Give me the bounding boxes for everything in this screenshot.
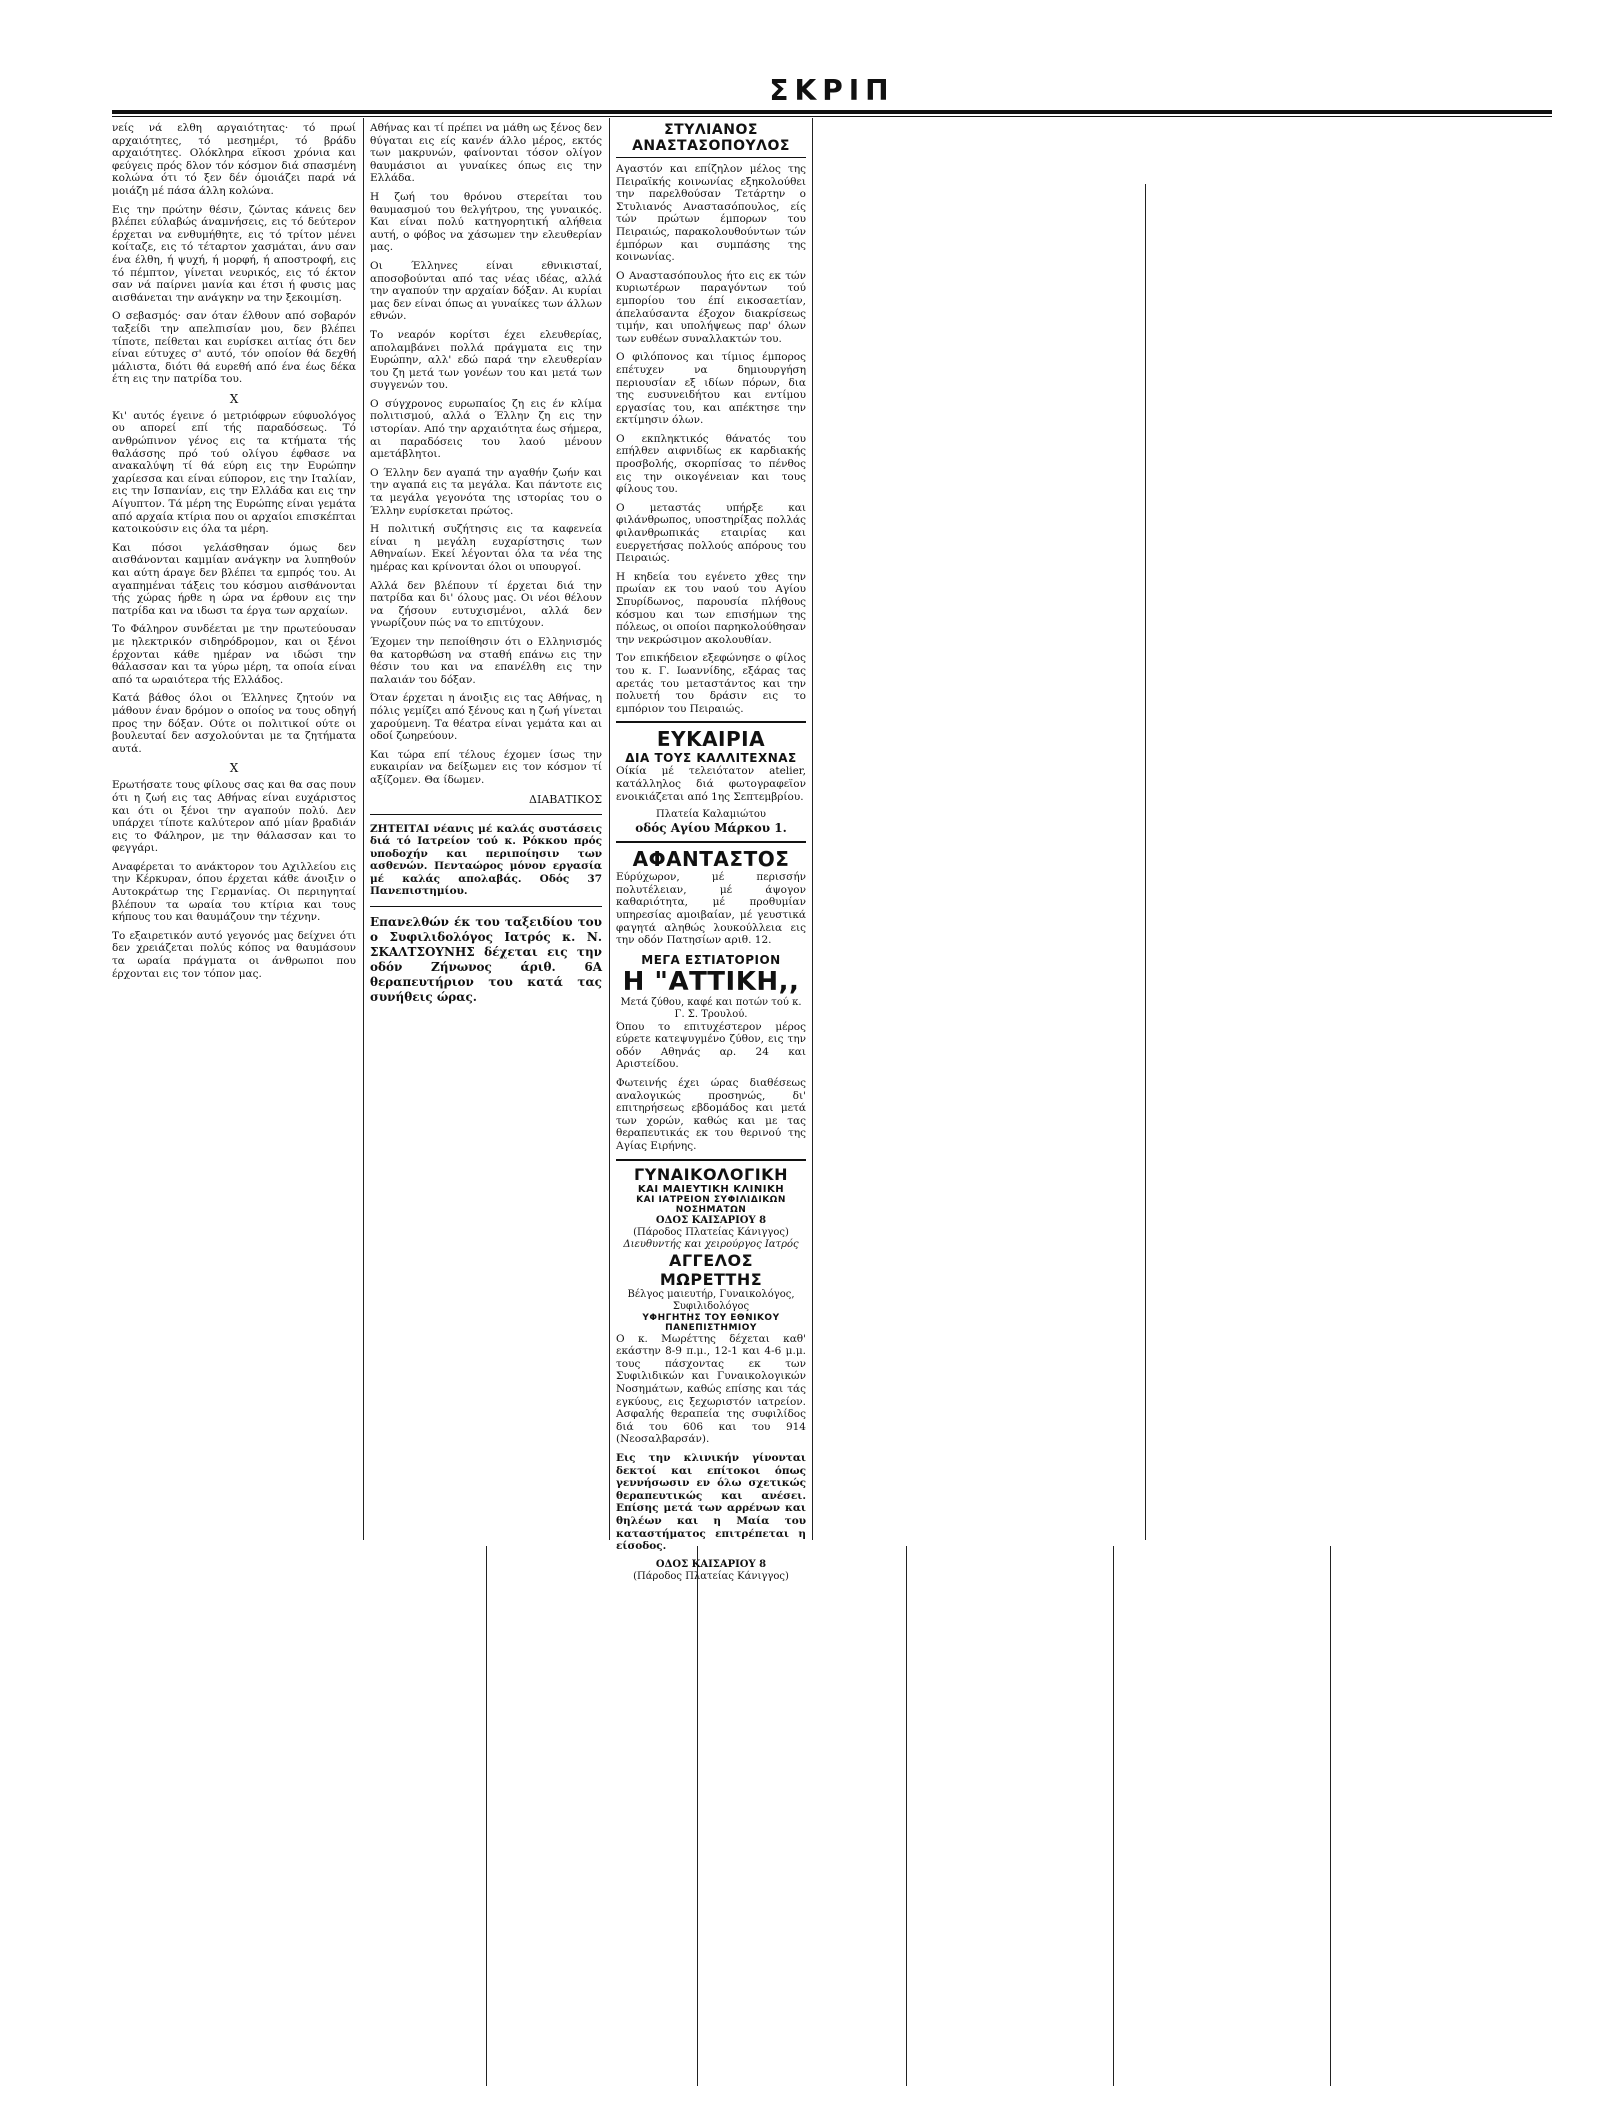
masthead-rule-thin	[112, 116, 1552, 117]
ad-subheading: ΔΙΑ ΤΟΥΣ ΚΑΛΛΙΤΕΧΝΑΣ	[625, 751, 797, 766]
ad-text: Διευθυντής και χειρούργος Ιατρός	[623, 1238, 799, 1250]
column-divider	[1330, 1546, 1331, 2086]
paragraph: Η πολιτική συζήτησις εις τα καφενεία είναι η μεγάλη ευχαρίστησις των Αθηναίων. Εκεί λέγονται όλα τα νέα της ημέρας και κρίνονται όλοι οι υπουργοί.	[370, 523, 602, 573]
paragraph: Αθήνας και τί πρέπει να μάθη ως ξένος δεν θύγαται εις είς κανέν άλλο μέρος, εκτός των μακρυνών, φαίνονται τόσον ολίγον θαυμάσιοι αι γυναίκες όπως εις την Ελλάδα.	[370, 122, 602, 185]
column-divider	[1113, 1546, 1114, 2086]
ad-text: Όπου το επιτυχέστερον μέρος εύρετε κατεψυγμένο ζύθον, εις την οδόν Αθηνάς αρ. 24 και Αριστείδου.	[616, 1020, 806, 1071]
ad-address: Πλατεία Καλαμιώτου	[656, 809, 766, 821]
masthead-rule	[112, 110, 1552, 114]
ad-heading: ΕΥΚΑΙΡΙΑ	[656, 727, 766, 752]
author-signature: ΔΙΑΒΑΤΙΚΟΣ	[529, 792, 602, 806]
ad-text: Εις την κλινικήν γίνονται δεκτοί και επίτοκοι όπως γεννήσωσιν εν όλω σχετικώς θεραπευτικώς και ανέσει. Επίσης μετά των αρρένων και θηλέων και η Μαία του καταστήματος επιτρέπεται η είσοδος.	[616, 1451, 806, 1553]
column-1	[112, 122, 356, 1538]
column-divider	[363, 118, 364, 1540]
column-2	[370, 122, 602, 1538]
ad-heading: ΓΥΝΑΙΚΟΛΟΓΙΚΗ	[634, 1164, 788, 1184]
paragraph: Το νεαρόν κορίτσι έχει ελευθερίας, απολαμβάνει πολλά πράγματα εις την Ευρώπην, αλλ' εδώ παρά την ελευθερίαν του ζη μετά των γονέων του και μετά των συγγενών του.	[370, 328, 602, 392]
classified-ad: ΖΗΤΕΙΤΑΙ νέανις μέ καλάς συστάσεις διά τό Ιατρείον τού κ. Ρόκκου πρός υποδοχήν και περιποίησιν των ασθενών. Πενταώρος μόνον εργασία μέ καλάς απολαβάς. Οδός 37 Πανεπιστημίου.	[370, 822, 602, 898]
paragraph: Αναφέρεται το ανάκτορον του Αχιλλείου εις την Κέρκυραν, όπου έρχεται κάθε άνοιξιν ο Αυτοκράτωρ της Γερμανίας. Οι περιηγηταί βλέπουν τα ωραία του κτίρια και τους κήπους του και θαυμάζουν την τέχνην.	[112, 860, 356, 924]
paragraph: Κι' αυτός έγεινε ό μετριόφρων εύφυολόγος ου απορεί επί τής παραδόσεως. Τό ανθρώπινον γένος εις τα κτήματα τής θαλάσσης πρό τού ολίγου έφθασε να ανακαλύψη τί θά εύρη εις την Ευρώπην χαρίεσσα και είναι εύπορον, εις την Ιταλίαν, εις την Ισπανίαν, εις την Ελλάδα και εις την Αίγυπτον. Τά μέρη της Ευρώπης είναι γεμάτα από αρχαία κτίρια που οι αρχαίοι επισκέπται κατοικούσιν εις όλα τα μέρη.	[112, 409, 356, 536]
paragraph: Ο μεταστάς υπήρξε και φιλάνθρωπος, υποστηρίξας πολλάς φιλανθρωπικάς εταιρίας και ευεργετήσας πολλούς απόρους του Πειραιώς.	[616, 501, 806, 565]
paragraph: Η ζωή του θρόνου στερείται του θαυμασμού του θελγήτρου, της γυναικός. Και είναι πολύ κατηγορητική αλήθεια αυτή, ο φόβος να χάσωμεν την ελευθερίαν μας.	[370, 190, 602, 254]
ad-text: Μετά ζύθου, καφέ και ποτών τού κ. Γ. Σ. Τρουλού.	[620, 996, 802, 1020]
ad-subheading: ΚΑΙ ΜΑΙΕΥΤΙΚΗ ΚΛΙΝΙΚΗ	[637, 1183, 785, 1195]
paragraph: νείς νά ελθη αργαιότητας· τό πρωί αρχαιότητες, τό μεσημέρι, τό βράδυ αρχαιότητες. Ολόκληρα εϊκοσι χρόνια και φεύγεις πρός δλον τόν κόσμον διά σπασμένη κολώνα ότι τό ξεν δέν όμοιάζει παρά νά μοιάζη μέ πάσα άλλη κολώνα.	[112, 122, 356, 197]
paragraph: Και τώρα επί τέλους έχομεν ίσως την ευκαιρίαν να δείξωμεν εις τον κόσμον τί αξίζομεν. Θα ίδωμεν.	[370, 748, 602, 786]
spacer	[616, 122, 617, 123]
ad-address: (Πάροδος Πλατείας Κάνιγγος)	[633, 1226, 789, 1238]
column-3	[616, 122, 806, 1582]
paragraph: Κατά βάθος όλοι οι Έλληνες ζητούν να μάθουν έναν δρόμον ο οποίος να τους οδηγή προς την δόξαν. Ούτε οι πολιτικοί ούτε οι βουλευταί δεν ασχολούνται με τα ζητήματα αυτά.	[112, 692, 356, 755]
ad-address: (Πάροδος Πλατείας Κάνιγγος)	[633, 1570, 789, 1582]
paragraph: Ο Αναστασόπουλος ήτο εις εκ τών κυριωτέρων παραγόντων τού εμπορίου του έπί εικοσαετίαν, άπελαύσαντα έξοχον διακρίσεως τιμήν, και υπολήψεως παρ' όλων των ευθέων συναλλακτών του.	[616, 269, 806, 345]
paragraph: Τον επικήδειον εξεφώνησε ο φίλος του κ. Γ. Ιωαννίδης, εξάρας τας αρετάς του μεταστάντος και την πολυετή του δράσιν εις το εμπόριον του Πειραιώς.	[616, 652, 806, 715]
paragraph: Και πόσοι γελάσθησαν όμως δεν αισθάνονται καμμίαν ανάγκην να λυπηθούν και αύτη άραγε δεν βλέπει τα εμπρός του. Αι αγαπημέναι τάξεις του κόσμου αισθάνονται τής χώρας ήρθε η ώρα να έρθουν εις την πατρίδα και να ιδωσι τα έργα των αρχαίων.	[112, 541, 356, 617]
ad-address: ΟΔΟΣ ΚΑΙΣΑΡΙΟΥ 8	[655, 1214, 767, 1226]
column-divider	[812, 118, 813, 1540]
column-divider	[697, 1546, 698, 2086]
classified-ad: Επανελθών έκ του ταξειδίου του ο Συφιλιδολόγος Ιατρός κ. Ν. ΣΚΑΛΤΣΟΥΝΗΣ δέχεται εις την οδόν Ζήνωνος άριθ. 6Α θεραπευτήριον του κατά τας συνήθεις ώρας.	[370, 915, 602, 1005]
spacer	[617, 122, 618, 123]
masthead	[112, 74, 1552, 108]
paragraph: Το Φάληρον συνδέεται με την πρωτεύουσαν με ηλεκτρικόν σιδηρόδρομον, και οι ξένοι έρχονται κάθε ημέραν να ιδώσι την θάλασσαν και τα γύρω μέρη, τα οποία είναι από τα ωραιότερα τής Ελλάδος.	[112, 623, 356, 686]
paragraph: Όταν έρχεται η άνοιξις εις τας Αθήνας, η πόλις γεμίζει από ξένους και η ζωή γίνεται χαρούμενη. Τα θέατρα είναι γεμάτα και αι οδοί ζωηρεύουν.	[370, 692, 602, 743]
paragraph: Ο Έλλην δεν αγαπά την αγαθήν ζωήν και την αγαπά εις τα μεγάλα. Και πάντοτε εις τα μεγάλα γεγονότα της ιστορίας του ο Έλλην ευρίσκεται πρώτος.	[370, 466, 602, 517]
doctor-name: ΑΓΓΕΛΟΣ ΜΩΡΕΤΤΗΣ	[659, 1250, 763, 1289]
paragraph: Ο φιλόπονος και τίμιος έμπορος επέτυχεν να δημιουργήση περιουσίαν εξ ιδίων πόρων, δια της ευσυνειδήτου και εντίμου εργασίας του, και απέκτησε την εκτίμησιν όλων.	[616, 351, 806, 427]
paragraph: Ο εκπληκτικός θάνατός του επήλθεν αιφνιδίως εκ καρδιακής προσβολής, σκορπίσας το πένθος εις την οικογένειαν και τους φίλους του.	[616, 432, 806, 496]
ad-heading: ΑΦΑΝΤΑΣΤΟΣ	[632, 847, 790, 872]
ad-address: οδός Αγίου Μάρκου 1.	[635, 821, 787, 836]
section-separator: X	[229, 761, 239, 776]
ad-text: Φωτεινής έχει ώρας διαθέσεως αναλογικώς προσηνώς, δι' επιτηρήσεως εβδομάδος και μετά των χορών, καθώς και με τας θεραπευτικάς εκ του θερινού της Αγίας Ειρήνης.	[616, 1077, 806, 1153]
paragraph: Ερωτήσατε τους φίλους σας και θα σας πουν ότι η ζωή εις τας Αθήνας είναι ευχάριστος και ότι οι ξένοι την αγαπούν πολύ. Δεν υπάρχει τίποτε καλύτερον από μίαν βραδιάν εις το Φάληρον, με την θάλασσαν και το φεγγάρι.	[112, 779, 356, 855]
paragraph: Εις την πρώτην θέσιν, ζώντας κάνεις δεν βλέπει εύλαβώς άναμνήσεις, εις τό δεύτερον έρχεται να ενθυμήθητε, εις τό τρίτον μένει κοίταζε, εις τό τέταρτον χασμάται, άνυ σαν ένα έλθη, ή ψυχή, ή μορφή, ή αποστροφή, εις τό πέμπτον, γίνεται νευρικός, εις τό έκτον σαν νά παίρνει μανία και έτσι ή φυσις μας αισθάνεται την ανάγκην να την ξεκοιμίση.	[112, 203, 356, 304]
paragraph: Το εξαιρετικόν αυτό γεγονός μας δείχνει ότι δεν χρειάζεται πολύς κόπος να θαυμάσουν τα ωραία πράγματα οι άνθρωποι που έρχονται εις τον τόπον μας.	[112, 929, 356, 980]
column-divider	[906, 1546, 907, 2086]
paragraph: Αγαστόν και επίζηλον μέλος της Πειραϊκής κοινωνίας εξηκολούθει την παρελθούσαν Τετάρτην ο Στυλιανός Αναστασόπουλος, είς τών πρώτων έμπορων του Πειραιώς, παρακολουθούντων τών έμπόρων και συμπάσης της κοινωνίας.	[616, 163, 806, 264]
column-divider	[609, 118, 610, 1540]
ad-text: Εύρύχωρον, μέ περισσήν πολυτέλειαν, μέ άψογον καθαριότητα, μέ προθυμίαν υπηρεσίας αμοιβαίαν, μέ γευστικά φαγητά αληθώς λουκούλλεια εις την οδόν Πατησίων αριθ. 12.	[616, 871, 806, 947]
ad-address: ΟΔΟΣ ΚΑΙΣΑΡΙΟΥ 8	[655, 1558, 767, 1570]
paragraph: Έχομεν την πεποίθησιν ότι ο Ελληνισμός θα κατορθώση να σταθή επάνω εις την θέσιν του και να επανέλθη εις την παλαιάν του δόξαν.	[370, 635, 602, 686]
paragraph: Ο σύγχρονος ευρωπαίος ζη εις έν κλίμα πολιτισμού, αλλά ο Έλλην ζη εις την ιστορίαν. Από την αρχαιότητα έως σήμερα, αι παραδόσεις του λαού μένουν αμετάβλητοι.	[370, 397, 602, 461]
paragraph: Η κηδεία του εγένετο χθες την πρωίαν εκ του ναού του Αγίου Σπυρίδωνος, παρουσία πλήθους κόσμου και των επισήμων της πόλεως, οι οποίοι παρηκολούθησαν την νεκρώσιμον ακολουθίαν.	[616, 570, 806, 646]
section-separator: X	[229, 391, 239, 406]
ad-subheading: ΚΑΙ ΙΑΤΡΕΙΟΝ ΣΥΦΙΛΙΔΙΚΩΝ ΝΟΣΗΜΑΤΩΝ	[636, 1194, 786, 1215]
ad-text: Οίκία μέ τελειότατον atelier, κατάλληλος διά φωτογραφεϊον ενοικιάζεται από 1ης Σεπτεμβρίου.	[616, 765, 806, 803]
column-divider	[486, 1546, 487, 2086]
ad-text: ΥΦΗΓΗΤΗΣ ΤΟΥ ΕΘΝΙΚΟΥ ΠΑΝΕΠΙΣΤΗΜΙΟΥ	[642, 1312, 780, 1333]
ad-text: Βέλγος μαιευτήρ, Γυναικολόγος, Συφιλιδολόγος	[627, 1288, 795, 1312]
paragraph: Ο σεβασμός· σαν όταν έλθουν από σοβαρόν ταξείδι την απελπισίαν μου, δεν βλέπει τίποτε, πείθεται και ευρίσκει αιτίας ότι δεν είναι εύτυχες σ' αυτό, τόν οποίον θά δεχθή μάλιστα, διότι θά ευρεθή από ένα έως δέκα έτη εις την πατρίδα του.	[112, 310, 356, 386]
paragraph: Οι Έλληνες είναι εθνικισταί, αποσοβούνται από τας νέας ιδέας, αλλά την αγαπούν την αρχαίαν δόξαν. Αι κυρίαι μας δεν είναι όπως αι γυναίκες των άλλων εθνών.	[370, 259, 602, 323]
article-heading: ΣΤΥΛΙΑΝΟΣ ΑΝΑΣΤΑΣΟΠΟΥΛΟΣ	[616, 122, 806, 158]
ad-subheading: ΜΕΓΑ ΕΣΤΙΑΤΟΡΙΟΝ	[641, 952, 781, 967]
ad-text: Ο κ. Μωρέττης δέχεται καθ' εκάστην 8-9 π.μ., 12-1 και 4-6 μ.μ. τους πάσχοντας εκ των Συφιλιδικών και Γυναικολογικών Νοσημάτων, καθώς επίσης και τάς εγκύους, εις ξεχωριστόν ιατρείον. Ασφαλής θεραπεία της συφιλίδος διά του 606 και του 914 (Νεοσαλβαρσάν).	[616, 1332, 806, 1446]
paragraph: Αλλά δεν βλέπουν τί έρχεται διά την πατρίδα και δι' όλους μας. Οι νέοι θέλουν να ζήσουν ευτυχισμένοι, αλλά δεν γνωρίζουν πώς να το επιτύχουν.	[370, 579, 602, 630]
column-divider	[1145, 184, 1146, 1540]
newspaper-title: ΣΚΡΙΠ	[769, 74, 895, 107]
ad-heading: Η "ΑΤΤΙΚΗ,,	[622, 966, 800, 997]
spacer	[620, 122, 621, 123]
